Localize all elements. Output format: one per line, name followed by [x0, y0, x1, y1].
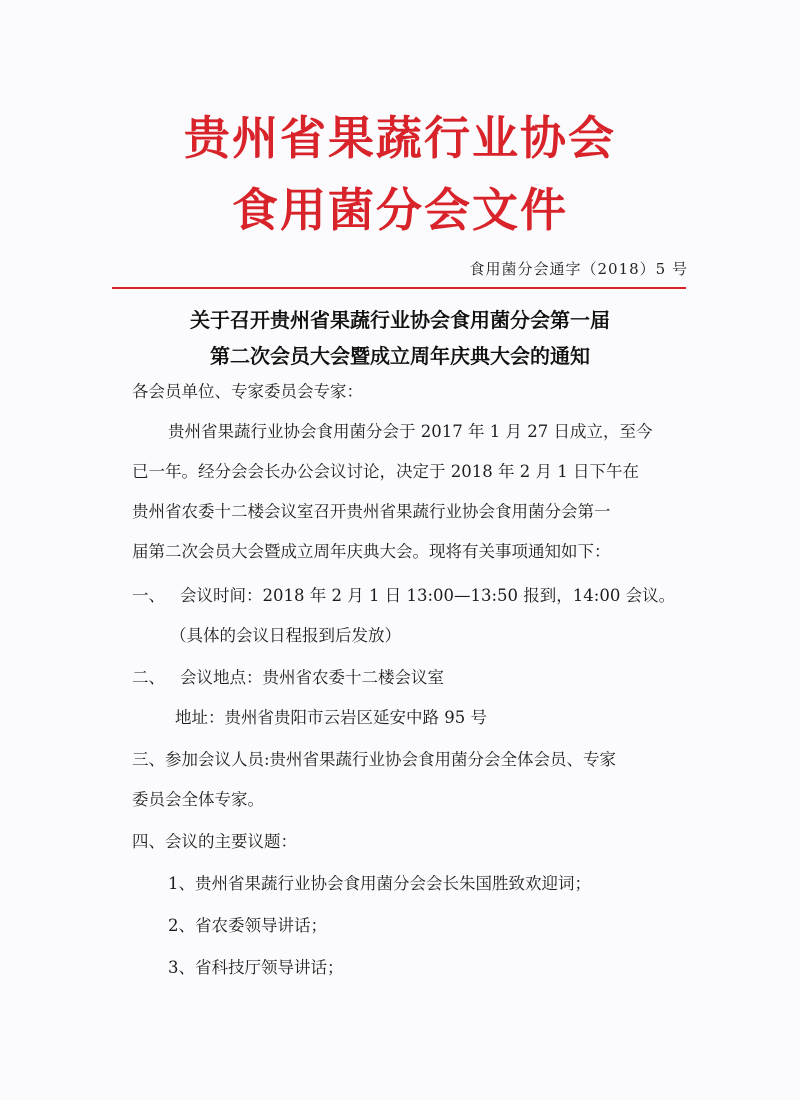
red-divider-line — [112, 287, 686, 289]
item-meeting-address: 地址：贵州省贵阳市云岩区延安中路 95 号 — [175, 708, 487, 727]
notice-title-line-2: 第二次会员大会暨成立周年庆典大会的通知 — [210, 344, 590, 368]
item-meeting-place-number: 二、 — [132, 668, 165, 687]
letterhead-line-1: 贵州省果蔬行业协会 — [184, 111, 616, 165]
salutation: 各会员单位、专家委员会专家： — [132, 382, 363, 401]
item-meeting-place: 会议地点：贵州省农委十二楼会议室 — [180, 668, 444, 687]
item-meeting-time-note: （具体的会议日程报到后发放） — [170, 626, 401, 645]
item-attendees-line-2: 委员会全体专家。 — [132, 790, 264, 809]
agenda-item-3: 3、省科技厅领导讲话； — [168, 958, 344, 977]
letterhead-line-2: 食用菌分会文件 — [232, 183, 568, 237]
item-meeting-time: 会议时间：2018 年 2 月 1 日 13:00—13:50 报到，14:00 会议。 — [180, 586, 676, 605]
item-attendees-line-1: 三、参加会议人员:贵州省果蔬行业协会食用菌分会全体会员、专家 — [132, 750, 617, 769]
intro-line-2: 已一年。经分会会长办公会议讨论，决定于 2018 年 2 月 1 日下午在 — [132, 462, 639, 481]
document-number: 食用菌分会通字（2018）5 号 — [469, 260, 688, 278]
notice-title-line-1: 关于召开贵州省果蔬行业协会食用菌分会第一届 — [190, 308, 610, 332]
intro-line-1: 贵州省果蔬行业协会食用菌分会于 2017 年 1 月 27 日成立，至今 — [168, 422, 653, 441]
item-meeting-time-number: 一、 — [132, 586, 165, 605]
agenda-item-2: 2、省农委领导讲话； — [168, 916, 327, 935]
item-agenda-heading: 四、会议的主要议题： — [132, 832, 297, 851]
intro-line-4: 届第二次会员大会暨成立周年庆典大会。现将有关事项通知如下： — [132, 542, 611, 561]
intro-line-3: 贵州省农委十二楼会议室召开贵州省果蔬行业协会食用菌分会第一 — [132, 502, 611, 521]
agenda-item-1: 1、贵州省果蔬行业协会食用菌分会会长朱国胜致欢迎词； — [168, 874, 591, 893]
